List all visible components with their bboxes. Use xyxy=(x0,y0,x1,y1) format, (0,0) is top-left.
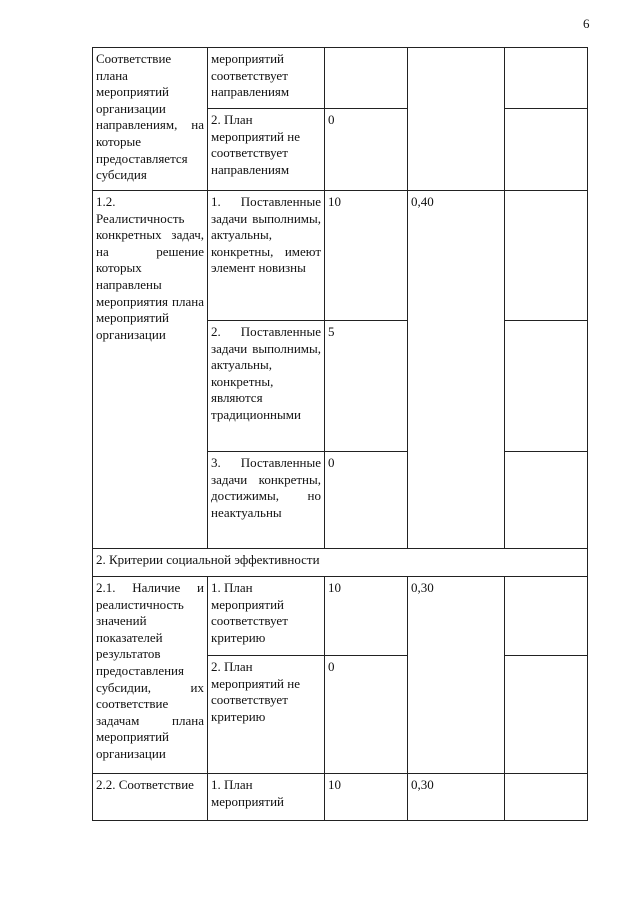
criterion-option: 3. Поставленные задачи конкретны, достижимы, но неактуальны xyxy=(208,452,325,549)
criterion-option: 2. Поставленные задачи выполнимы, актуальны, конкретны, являются традиционными xyxy=(208,321,325,452)
option-score xyxy=(325,48,408,109)
criterion-name: 2.2. Соответствие xyxy=(93,774,208,821)
criterion-weight: 0,30 xyxy=(408,774,505,821)
section-title: 2. Критерии социальной эффективности xyxy=(93,549,588,577)
criterion-weight xyxy=(408,48,505,191)
table-row xyxy=(93,191,588,321)
criterion-weight: 0,40 xyxy=(408,191,505,549)
option-score: 0 xyxy=(325,109,408,191)
option-score: 0 xyxy=(325,452,408,549)
option-score: 0 xyxy=(325,656,408,774)
option-score: 10 xyxy=(325,774,408,821)
table-row xyxy=(93,549,588,577)
option-result xyxy=(505,774,588,821)
option-result xyxy=(505,109,588,191)
option-score: 10 xyxy=(325,577,408,656)
option-result xyxy=(505,48,588,109)
criterion-option: 1. Поставленные задачи выполнимы, актуальны, конкретны, имеют элемент новизны xyxy=(208,191,325,321)
criteria-table xyxy=(92,47,588,821)
criterion-option: 2. План мероприятий не соответствует критерию xyxy=(208,656,325,774)
option-score: 10 xyxy=(325,191,408,321)
option-result xyxy=(505,452,588,549)
page-number: 6 xyxy=(583,16,590,31)
table-row xyxy=(93,774,588,821)
option-result xyxy=(505,577,588,656)
criterion-name: 2.1. Наличие и реалистичность значений показателей результатов предоставления субсидии, их соответствие задачам плана мероприятий организации xyxy=(93,577,208,774)
criterion-option: мероприятий соответствует направлениям xyxy=(208,48,325,109)
criterion-name: 1.2. Реалистичность конкретных задач, на решение которых направлены мероприятия плана мероприятий организации xyxy=(93,191,208,549)
criterion-name: Соответствие плана мероприятий организации направлениям, на которые предоставляется субсидия xyxy=(93,48,208,191)
criterion-option: 1. План мероприятий xyxy=(208,774,325,821)
table-row xyxy=(93,48,588,109)
option-result xyxy=(505,656,588,774)
criterion-option: 1. План мероприятий соответствует критерию xyxy=(208,577,325,656)
criterion-weight: 0,30 xyxy=(408,577,505,774)
criterion-option: 2. План мероприятий не соответствует направлениям xyxy=(208,109,325,191)
option-result xyxy=(505,321,588,452)
option-result xyxy=(505,191,588,321)
table-row xyxy=(93,577,588,656)
option-score: 5 xyxy=(325,321,408,452)
